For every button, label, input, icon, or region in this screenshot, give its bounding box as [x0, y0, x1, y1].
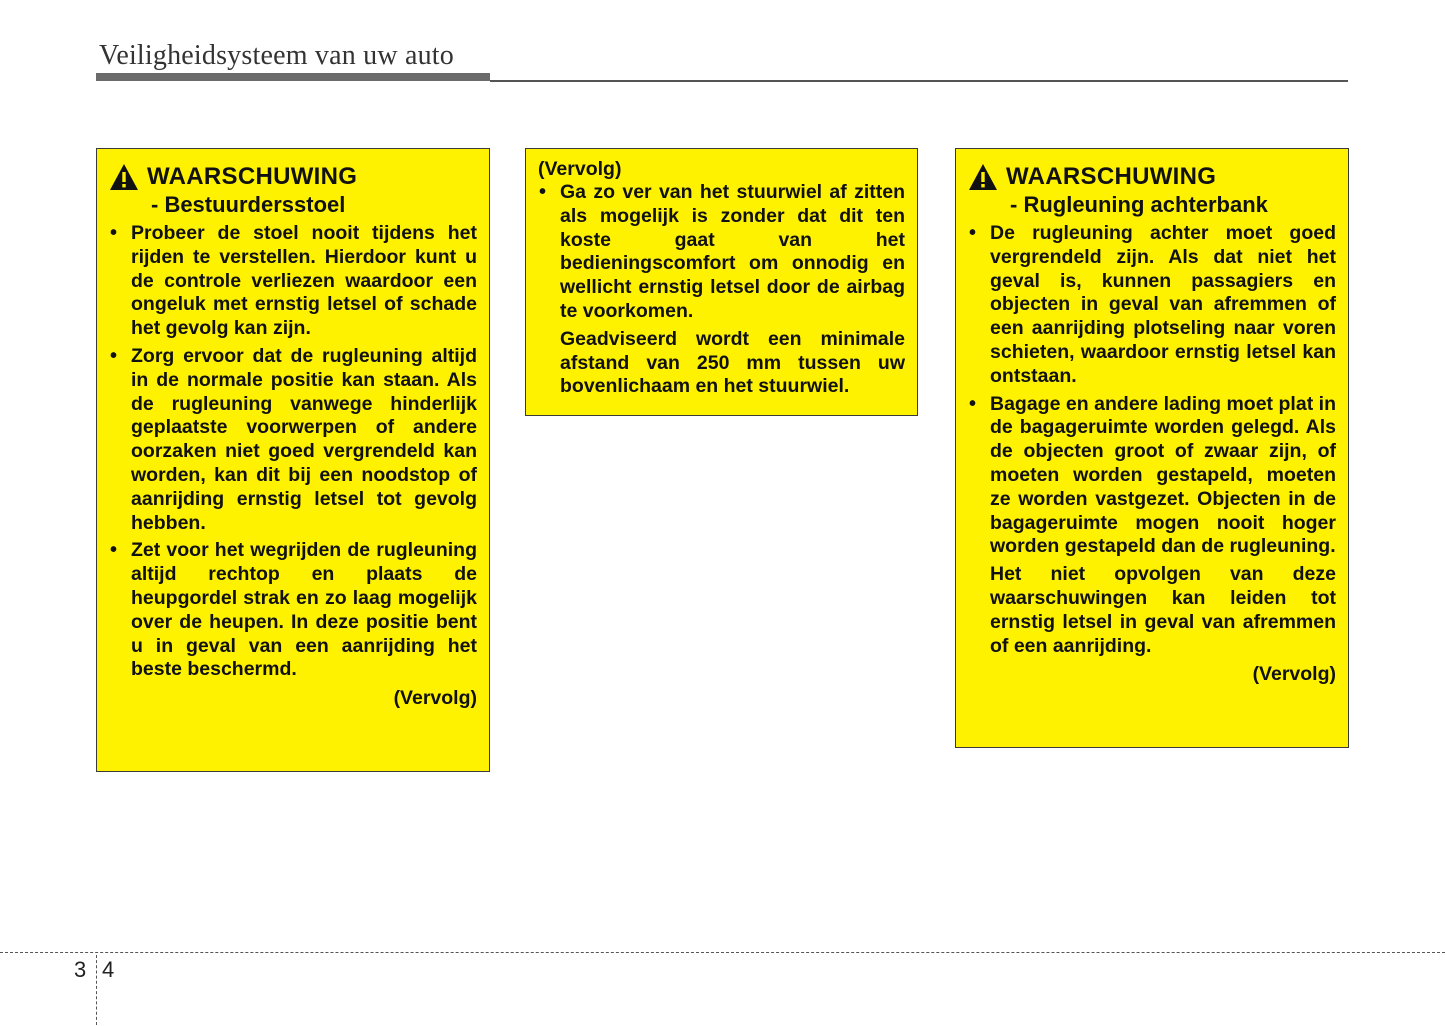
list-item: • Probeer de stoel nooit tijdens het rijden te verstellen. Hierdoor kunt u de controle verliezen waardoor een ongeluk met ernstig letsel of schade het gevolg kan zijn. — [109, 222, 477, 341]
warning-box-rear-seatback — [955, 148, 1349, 748]
warning-subtitle: - Rugleuning achterbank — [1010, 192, 1268, 217]
warning-subtitle: - Bestuurdersstoel — [151, 192, 346, 217]
footer-rule — [0, 952, 1445, 953]
list-item: • Zet voor het wegrijden de rugleuning altijd rechtop en plaats de heupgordel strak en zo laag mogelijk over de heupen. In deze positie bent u in geval van een aanrijding het beste beschermd. — [109, 539, 477, 682]
warning-triangle-icon — [968, 163, 998, 191]
page-number: 4 — [102, 957, 115, 982]
continued-label: (Vervolg) — [1252, 663, 1336, 686]
warning-title: WAARSCHUWING — [147, 163, 358, 190]
list-item: • De rugleuning achter moet goed vergrendeld zijn. Als dat niet het geval is, kunnen passagiers en objecten in geval van afremmen of een aanrijding plotseling naar voren schieten, waardoor ernstig letsel kan ontstaan. — [968, 222, 1336, 389]
header-rule — [490, 80, 1348, 82]
footer-divider — [96, 955, 97, 1025]
list-item: • Bagage en andere lading moet plat in de bagageruimte worden gelegd. Als de objecten groot of zwaar zijn, of moeten worden gestapeld, moeten ze worden vastgezet. Objecten in de bagageruimte mogen nooit hoger worden gestapeld dan de rugleuning. — [968, 393, 1336, 560]
page-header-title: Veiligheidsysteem van uw auto — [99, 40, 454, 71]
list-item: • Ga zo ver van het stuurwiel af zitten als mogelijk is zonder dat dit ten koste gaat van het bedieningscomfort om onnodig en wellicht ernstig letsel door de airbag te voorkomen. — [538, 181, 905, 324]
bullet-list — [109, 222, 477, 682]
list-item: • Zorg ervoor dat de rugleuning altijd in de normale positie kan staan. Als de rugleuning vanwege hinderlijk geplaatste voorwerpen of andere oorzaken niet goed vergrendeld kan worden, kan dit bij een noodstop of aanrijding ernstig letsel tot gevolg hebben. — [109, 345, 477, 535]
chapter-number: 3 — [74, 957, 87, 982]
warning-box-continued — [525, 148, 918, 416]
warning-heading — [109, 163, 477, 191]
warning-heading — [968, 163, 1336, 191]
advice-paragraph: Geadviseerd wordt een minimale afstand van 250 mm tussen uw bovenlichaam en het stuurwiel. — [560, 327, 905, 398]
continued-label: (Vervolg) — [393, 687, 477, 710]
warning-box-driver-seat — [96, 148, 490, 772]
warning-paragraph: Het niet opvolgen van deze waarschuwingen kan leiden tot ernstig letsel in geval van afremmen of een aanrijding. — [990, 563, 1336, 657]
header-bar-accent — [96, 73, 490, 81]
continued-label: (Vervolg) — [538, 158, 622, 180]
warning-triangle-icon — [109, 163, 139, 191]
bullet-list — [538, 181, 905, 324]
warning-title: WAARSCHUWING — [1006, 163, 1217, 190]
bullet-list — [968, 222, 1336, 559]
